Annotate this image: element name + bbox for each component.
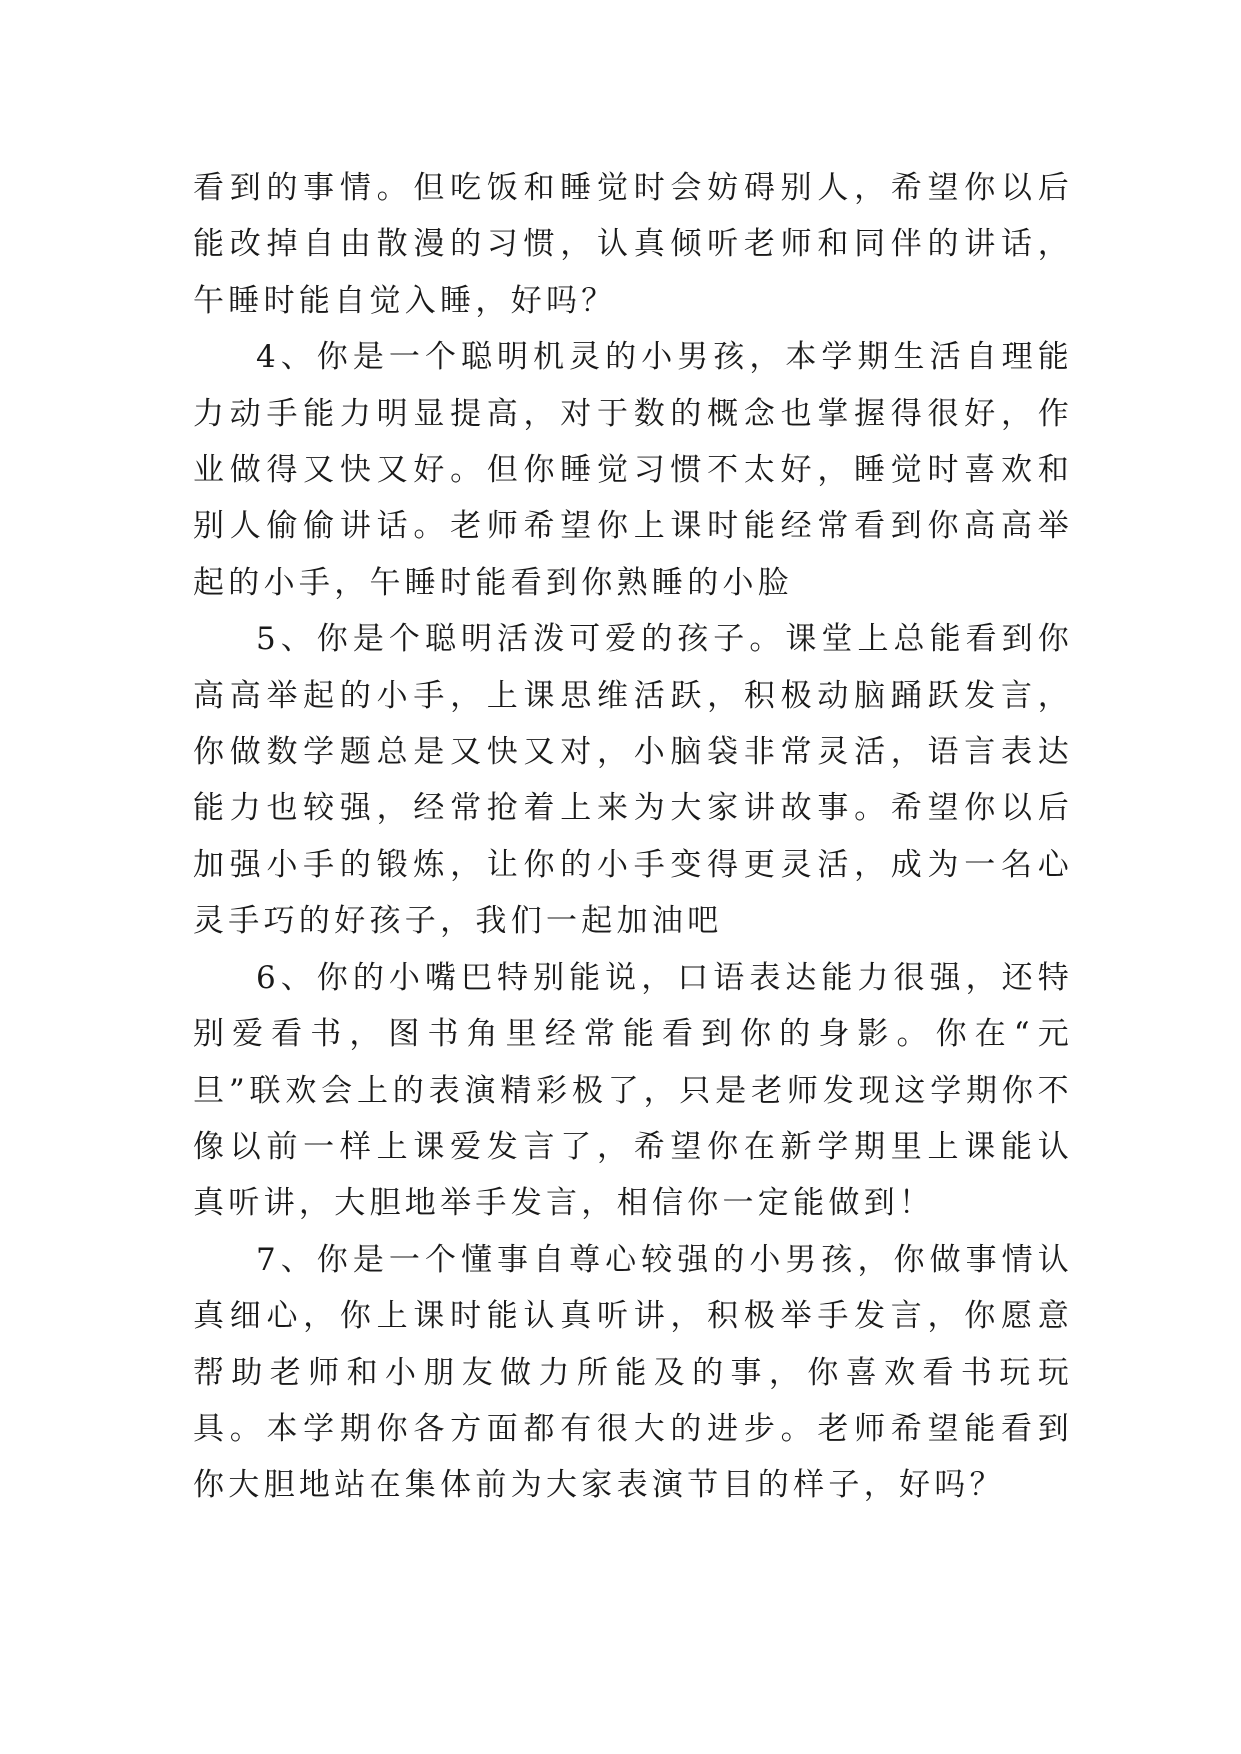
document-body bbox=[193, 160, 1073, 1514]
paragraph-item-4: 4、你是一个聪明机灵的小男孩，本学期生活自理能力动手能力明显提高，对于数的概念也掌握得很好，作业做得又快又好。但你睡觉习惯不太好，睡觉时喜欢和别人偷偷讲话。老师希望你上课时能经常看到你高高举起的小手，午睡时能看到你熟睡的小脸 bbox=[193, 339, 1073, 601]
paragraph-item-6: 6、你的小嘴巴特别能说，口语表达能力很强，还特别爱看书，图书角里经常能看到你的身影。你在“元旦”联欢会上的表演精彩极了，只是老师发现这学期你不像以前一样上课爱发言了，希望你在新学期里上课能认真听讲，大胆地举手发言，相信你一定能做到！ bbox=[193, 959, 1073, 1222]
paragraph-continuation: 看到的事情。但吃饭和睡觉时会妨碍别人，希望你以后能改掉自由散漫的习惯，认真倾听老师和同伴的讲话，午睡时能自觉入睡，好吗？ bbox=[193, 170, 1073, 319]
paragraph-item-5: 5、你是个聪明活泼可爱的孩子。课堂上总能看到你高高举起的小手，上课思维活跃，积极动脑踊跃发言，你做数学题总是又快又对，小脑袋非常灵活，语言表达能力也较强，经常抢着上来为大家讲故事。希望你以后加强小手的锻炼，让你的小手变得更灵活，成为一名心灵手巧的好孩子，我们一起加油吧 bbox=[193, 621, 1073, 940]
paragraph-item-7: 7、你是一个懂事自尊心较强的小男孩，你做事情认真细心，你上课时能认真听讲，积极举手发言，你愿意帮助老师和小朋友做力所能及的事，你喜欢看书玩玩具。本学期你各方面都有很大的进步。老师希望能看到你大胆地站在集体前为大家表演节目的样子，好吗？ bbox=[193, 1241, 1073, 1504]
